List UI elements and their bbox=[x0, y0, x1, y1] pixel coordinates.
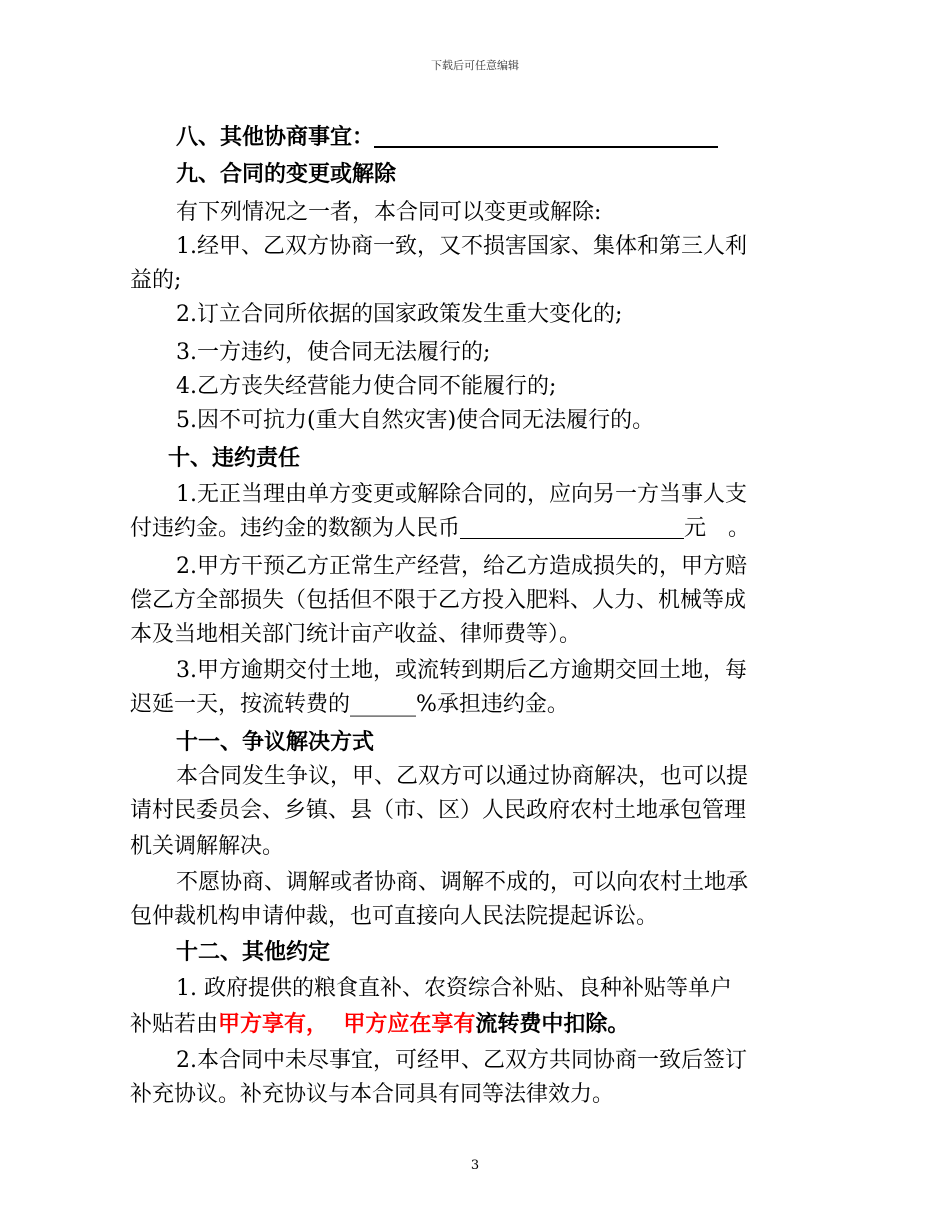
section-9-intro: 有下列情况之一者，本合同可以变更或解除: bbox=[176, 200, 602, 225]
section-10-item-3: 3.甲方逾期交付土地，或流转到期后乙方逾期交回土地，每 bbox=[176, 658, 747, 683]
section-12-item-2-cont: 补充协议。补充协议与本合同具有同等法律效力。 bbox=[130, 1082, 615, 1107]
section-12-item-2: 2.本合同中未尽事宜，可经甲、乙双方共同协商一致后签订 bbox=[176, 1048, 747, 1073]
page-header: 下载后可任意编辑 bbox=[431, 59, 519, 72]
section-12-item-1: 1. 政府提供的粮食直补、农资综合补贴、良种补贴等单户 bbox=[176, 976, 732, 1001]
section-9-item-2: 2.订立合同所依据的国家政策发生重大变化的; bbox=[176, 302, 623, 327]
section-10-item-3-cont: 迟延一天，按流转费的______%承担违约金。 bbox=[130, 692, 569, 717]
section-9-title: 九、合同的变更或解除 bbox=[176, 162, 397, 187]
penalty-text: 付违约金。违约金的数额为人民币 bbox=[130, 516, 461, 541]
section-9-item-5: 5.因不可抗力(重大自然灾害)使合同无法履行的。 bbox=[176, 408, 655, 433]
section-9-item-3: 3.一方违约，使合同无法履行的; bbox=[176, 340, 491, 365]
section-10-item-2-cont2: 本及当地相关部门统计亩产收益、律师费等）。 bbox=[130, 622, 582, 647]
fill-blank-line bbox=[374, 124, 718, 148]
subsidy-text: 补贴若由 bbox=[130, 1012, 219, 1037]
penalty-amount-blank bbox=[460, 516, 684, 539]
section-10-item-1-cont bbox=[130, 514, 750, 544]
section-11-para-1-cont: 请村民委员会、乡镇、县（市、区）人民政府农村土地承包管理 bbox=[130, 798, 747, 823]
section-9-item-1: 1.经甲、乙双方协商一致，又不损害国家、集体和第三人利 bbox=[176, 234, 747, 259]
section-10-title: 十、违约责任 bbox=[168, 446, 301, 471]
page-number: 3 bbox=[470, 1158, 480, 1173]
section-10-item-2: 2.甲方干预乙方正常生产经营，给乙方造成损失的，甲方赔 bbox=[176, 554, 747, 579]
penalty-unit: 元 。 bbox=[684, 516, 751, 541]
section-8-title bbox=[176, 123, 718, 153]
section-12-item-1-cont bbox=[130, 1010, 629, 1040]
section-9-item-4: 4.乙方丧失经营能力使合同不能履行的; bbox=[176, 374, 557, 399]
deduction-text: 流转费中扣除。 bbox=[475, 1012, 630, 1037]
section-11-title: 十一、争议解决方式 bbox=[176, 730, 375, 755]
emphasis-red-text: 甲方享有， 甲方应在享有 bbox=[218, 1012, 476, 1037]
section-11-para-1-cont2: 机关调解解决。 bbox=[130, 834, 285, 859]
section-12-title: 十二、其他约定 bbox=[176, 940, 331, 965]
section-10-item-2-cont: 偿乙方全部损失（包括但不限于乙方投入肥料、人力、机械等成 bbox=[130, 588, 747, 613]
section-11-para-1: 本合同发生争议，甲、乙双方可以通过协商解决，也可以提 bbox=[176, 764, 749, 789]
section-11-para-2: 不愿协商、调解或者协商、调解不成的，可以向农村土地承 bbox=[176, 870, 749, 895]
section-9-item-1-cont: 益的; bbox=[130, 268, 182, 293]
section-10-item-1: 1.无正当理由单方变更或解除合同的，应向另一方当事人支 bbox=[176, 482, 747, 507]
section-11-para-2-cont: 包仲裁机构申请仲裁，也可直接向人民法院提起诉讼。 bbox=[130, 904, 659, 929]
section-8-title-text: 八、其他协商事宜： bbox=[176, 125, 375, 150]
